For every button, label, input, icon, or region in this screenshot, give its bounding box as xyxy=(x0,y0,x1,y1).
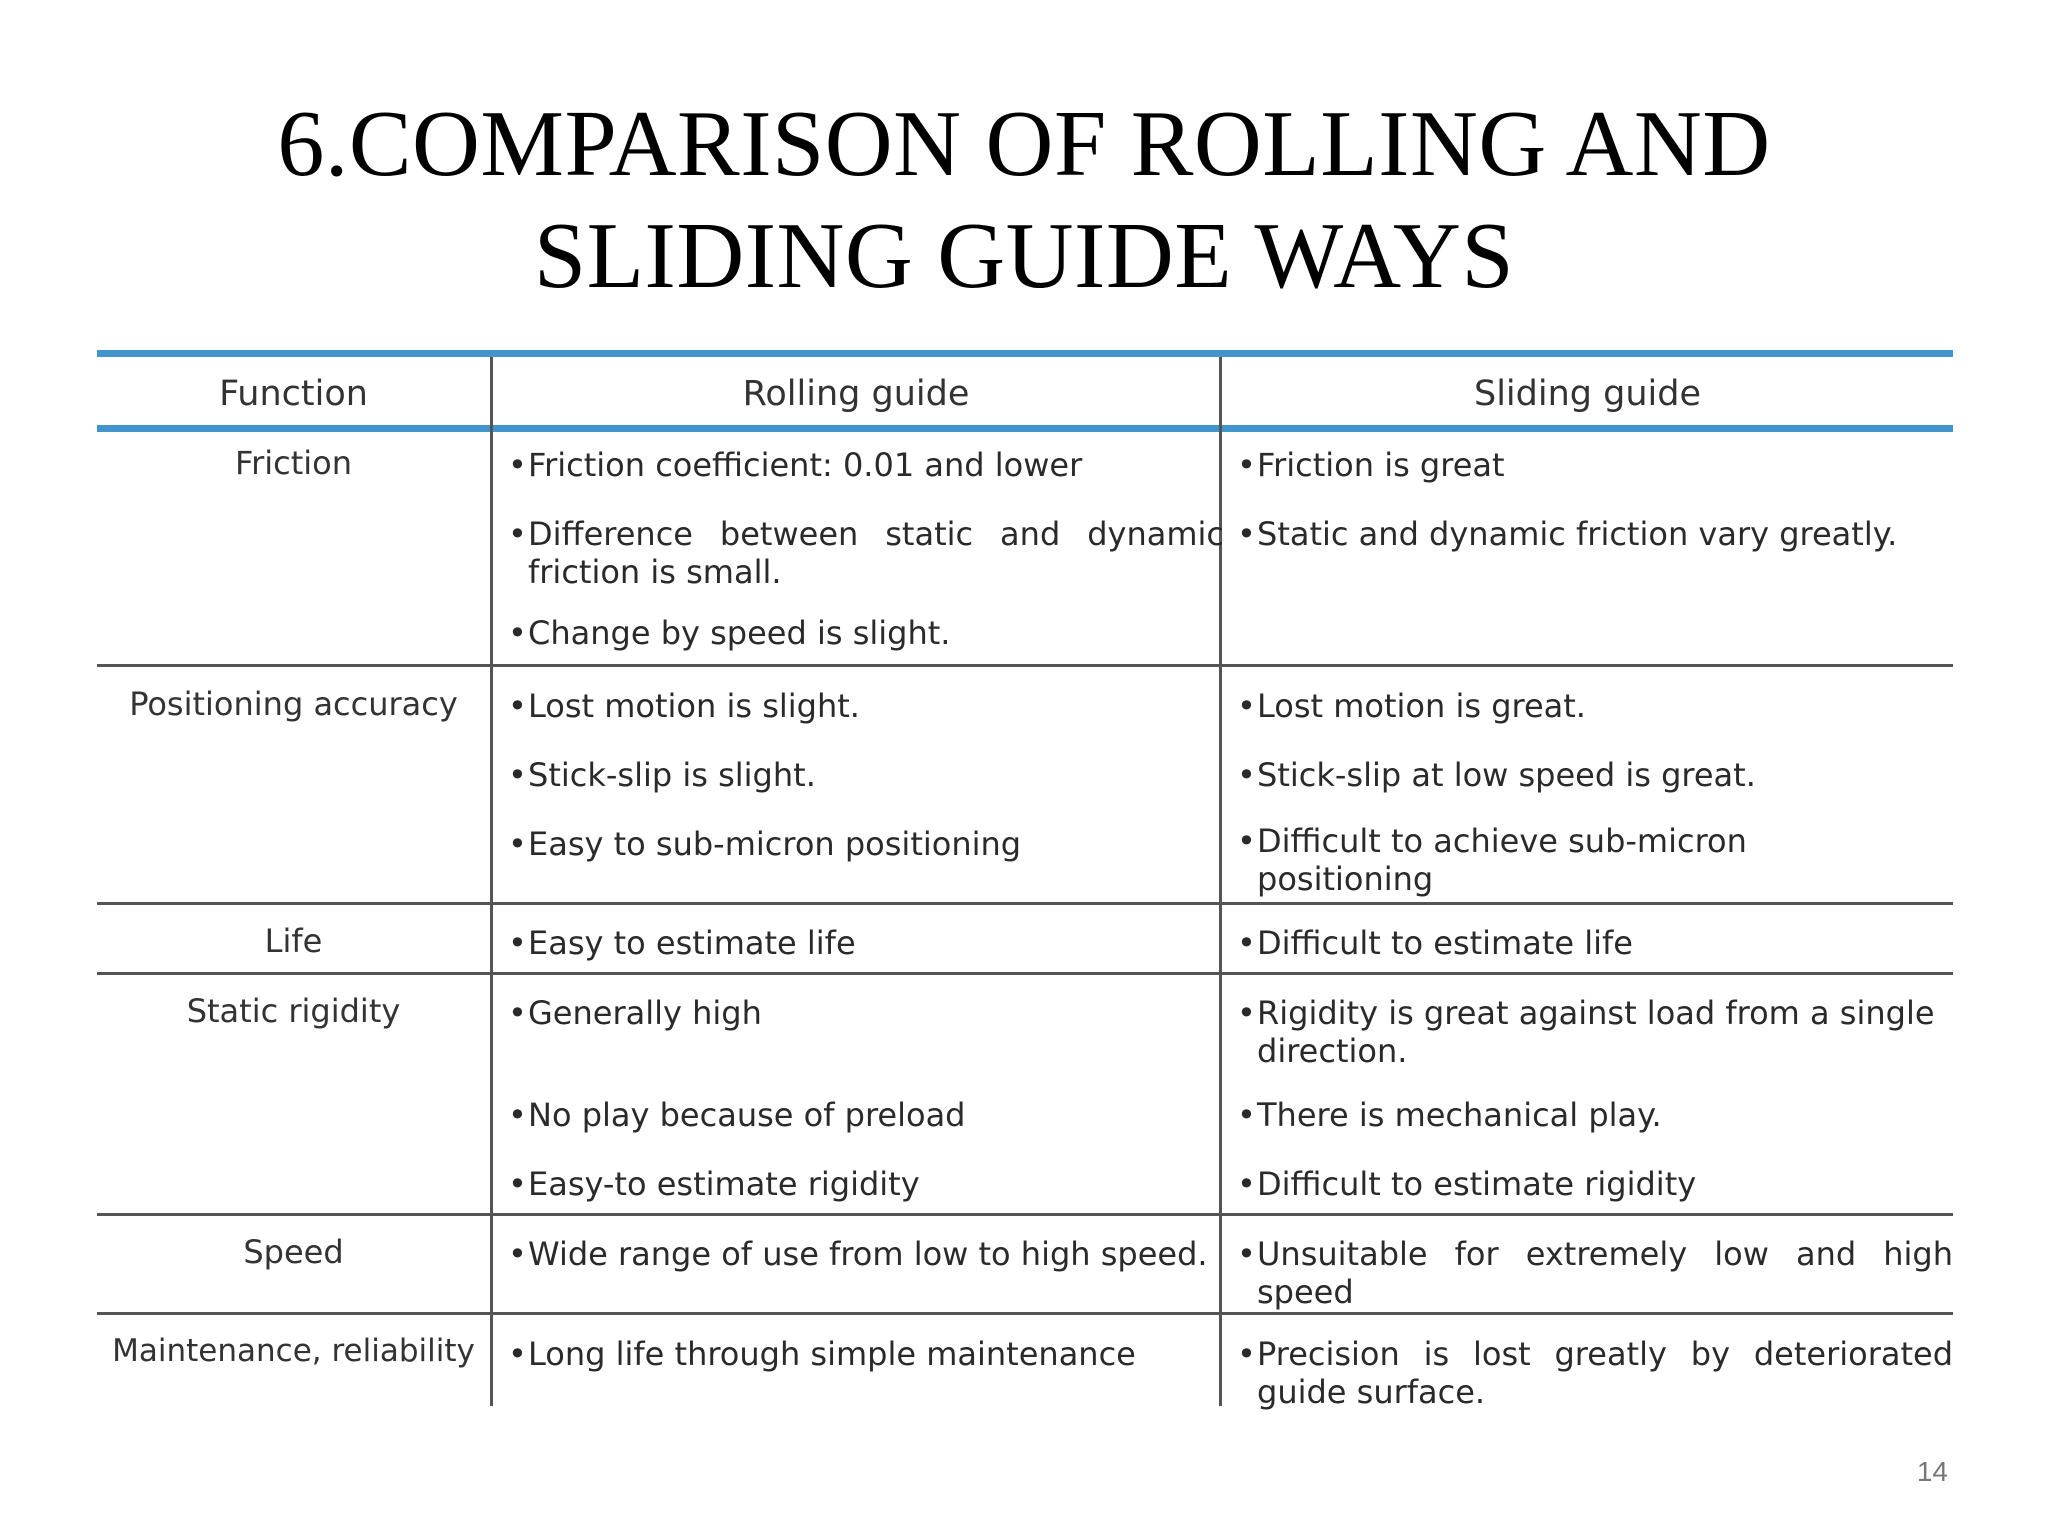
rolling-bullet: • Easy to sub-micron positioning xyxy=(504,825,1224,863)
function-cell: Speed xyxy=(243,1233,344,1271)
function-cell: Life xyxy=(264,922,323,960)
rolling-bullet: • No play because of preload xyxy=(504,1096,1224,1134)
rolling-bullet: • Difference between static and dynamic friction is small. xyxy=(504,515,1224,591)
sliding-bullet: • Static and dynamic friction vary greatly. xyxy=(1233,515,1953,553)
slide-title-line-1: 6.COMPARISON OF ROLLING AND xyxy=(277,92,1771,196)
row-divider xyxy=(97,1213,1953,1216)
sliding-bullet: • Difficult to achieve sub-micron positioning xyxy=(1233,822,1823,898)
sliding-bullet: • Stick-slip at low speed is great. xyxy=(1233,756,1953,794)
function-cell: Friction xyxy=(234,444,352,482)
row-divider xyxy=(97,664,1953,667)
rolling-bullet: • Wide range of use from low to high speed. xyxy=(504,1235,1224,1273)
sliding-bullet: • Difficult to estimate life xyxy=(1233,924,1953,962)
row-divider xyxy=(97,902,1953,905)
sliding-bullet: • Friction is great xyxy=(1233,446,1953,484)
rolling-bullet: • Change by speed is slight. xyxy=(504,614,1224,652)
rolling-bullet: • Generally high xyxy=(504,994,1224,1032)
header-function: Function xyxy=(219,374,368,414)
rolling-bullet: • Friction coefficient: 0.01 and lower xyxy=(504,446,1224,484)
sliding-bullet: • There is mechanical play. xyxy=(1233,1096,1953,1134)
rolling-bullet: • Long life through simple maintenance xyxy=(504,1335,1224,1373)
rolling-bullet: • Stick-slip is slight. xyxy=(504,756,1224,794)
slide-title xyxy=(0,88,2048,312)
row-divider xyxy=(97,972,1953,975)
function-cell: Maintenance, reliability xyxy=(112,1333,475,1369)
rolling-bullet: • Easy-to estimate rigidity xyxy=(504,1165,1224,1203)
comparison-table xyxy=(97,350,1953,1411)
page-number: 14 xyxy=(1916,1456,1948,1487)
column-divider xyxy=(490,357,493,1406)
table-top-rule xyxy=(97,350,1953,357)
rolling-bullet: • Easy to estimate life xyxy=(504,924,1224,962)
function-cell: Static rigidity xyxy=(186,992,401,1030)
rolling-bullet: • Lost motion is slight. xyxy=(504,687,1224,725)
sliding-bullet: • Unsuitable for extremely low and high speed xyxy=(1233,1235,1953,1311)
sliding-bullet: • Precision is lost greatly by deteriorated guide surface. xyxy=(1233,1335,1953,1411)
header-rolling-guide: Rolling guide xyxy=(742,374,970,414)
row-divider xyxy=(97,1312,1953,1315)
header-sliding-guide: Sliding guide xyxy=(1473,374,1701,414)
sliding-bullet: • Rigidity is great against load from a single direction. xyxy=(1233,994,1953,1070)
function-cell: Positioning accuracy xyxy=(129,685,458,723)
slide-title-line-2: SLIDING GUIDE WAYS xyxy=(533,204,1515,308)
sliding-bullet: • Difficult to estimate rigidity xyxy=(1233,1165,1953,1203)
sliding-bullet: • Lost motion is great. xyxy=(1233,687,1953,725)
